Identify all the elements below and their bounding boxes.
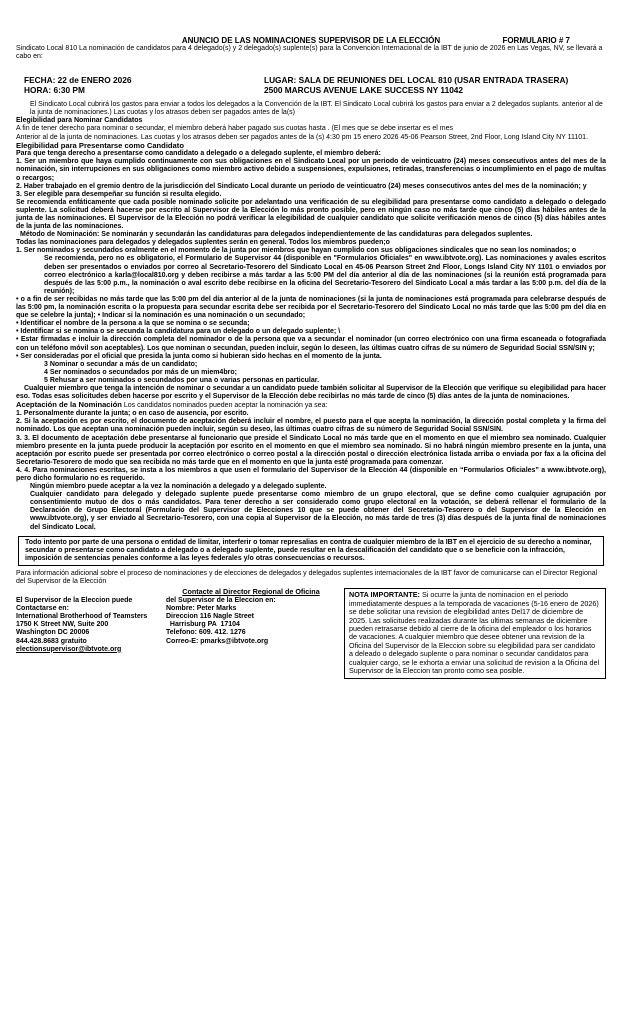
document-header (16, 36, 606, 45)
elig-candidate-heading: Elegibilidad para Presentarse como Candidato (16, 140, 184, 150)
intro-paragraph: Sindicato Local 810 La nominación de candidatos para 4 delegado(s) y 2 delegado(s) suplente(s) para la Convención Internacional de la IBT de junio de 2026 en Las Vegas, NV, se llevará a cabo en: (16, 45, 603, 61)
elig-candidate-item-3: 3. Ser elegible para desempeñar su función si resulta elegido. (16, 190, 222, 198)
info-paragraph: Para información adicional sobre el proceso de nominaciones y de elecciones de delegados y delegados suplentes internacionales de la IBT favor de comunicarse can el Director Regional del Supervisor de la Elección (16, 570, 598, 586)
accept-paragraph (16, 401, 606, 410)
contact-section (16, 588, 606, 678)
method-challenge: Cualquier miembro que tenga la intención de nominar o secundar a un candidato puede también solicitar al Supervisor de la Elección que verifique su elegibilidad para hacer eso. Todas esas solicitudes deben hacerse por escrito y el Supervisor de la Elección debe recibirlas no más tarde de cinco (5) días antes de la junta de nominaciones. (16, 384, 606, 401)
important-note-text: Si ocurre la junta de nominacion en el periodo immediatamente despues a la temporada de vacaciones (5-16 enero de 2026) se debe solicitar una revision de elegibilidad antes Del17 de diciembre de 2025. Las solicitudes realizadas durante las ultimas semanas de diciembre pueden retrasarse debido al cierre de la oficina del empleador o los horarios de vacaciones. A cualquier miembro que desee obtener una revision de la Oficina del Supervisor de la Eleccion sobre su elegibilidad para ser candidato a deleado o delegado suplente o para nominar o secundar candidatos para cualquier cargo, se le exhorta a enviar una solicitud de revision a la Oficina del Supervisor de la Eleccion tan pronto como sea posible. (349, 590, 600, 676)
accept-item-1: 1. Personalmente durante la junta; o en caso de ausencia, por escrito. (16, 410, 249, 418)
contact-right-line: del Supervisor de la Eleccion en: (166, 596, 276, 604)
contact-left-line: 1750 K Street NW, Suite 200 (16, 621, 109, 629)
contact-title: Contacte al Director Regional de Oficina (182, 587, 320, 597)
important-note-label: NOTA IMPORTANTE: (349, 590, 420, 600)
method-sub-4: 4 Ser nominados o secundados por más de un miem4bro; (44, 368, 237, 376)
contact-left-line: Contactarse en: (16, 604, 69, 612)
accept-heading: Aceptación de la Nominación (16, 400, 122, 410)
accept-lead: Los candidatos nominados pueden aceptar la nominación ya sea: (123, 402, 328, 410)
form-number: FORMULARIO # 7 (502, 36, 570, 45)
method-sub-5: 5 Rehusar a ser nominados o secundados por una o varias personas en particular. (44, 376, 320, 384)
contact-email-link[interactable]: electionsupervisor@ibtvote.org (16, 645, 122, 653)
document-title: ANUNCIO DE LAS NOMINACIONES SUPERVISOR DE LA ELECCIÓN (181, 36, 441, 45)
method-item-1b: Se recomienda, pero no es obligatorio, el Formulario de Supervisor 44 (disponible en "Formularios Oficiales" en www.ibtvote.org). Las nominaciones y avales escritos deben ser presentados o enviados por correo al Secretario-Tesorero del Sindicato Local en 45-06 Pearson Street 2nd Floor, Longs Island City NY 1101 o enviados por correo electrónico a karla@local810.org y deben recibirse a más tardar a las 5:00 PM del día anterior al día de las nominaciones (si la reunión está programada para después de las 5:00 p.m., la nominación o aval escrito debe recibirse en la oficina del Secretario-Tesorero del Sindicato Local a más tardar a las 5:00 p.m. del día de la reunión); (44, 255, 606, 295)
recommendation-paragraph: Se recomienda enfáticamente que cada posible nominado solicite por adelantado una verificación de su elegibilidad para presentarse como candidato a delegado o delegado suplente. La solicitud deberá hacerse por escrito al Supervisor de la Elección lo más pronto posible, pero en ningún caso no más tarde que cinco (5) días hábiles antes de la junta de las nominaciones. El Supervisor de la Elección no podrá verificar la elegibilidad de cualquier candidato que solicite verificación menos de cinco (5) días hábiles antes de la junta de las nominaciones. (16, 198, 606, 231)
expenses-paragraph: El Sindicato Local cubrirá los gastos para enviar a todos los delegados a la Convención de la IBT. El Sindicato Local cubrirá los gastos para enviar a 2 delegados suplants. anterior al de la junta de nominaciones.) Las cuotas y los atrasos deben ser pagados antes de la(s) (30, 101, 603, 117)
contact-right-line: Correo-E: pmarks@ibtvote.org (166, 637, 269, 645)
method-all: Todas las nominaciones para delegados y delegados suplentes serán en general. Todos los miembros pueden;o (16, 239, 390, 247)
method-sub-3: 3 Nominar o secundar a más de un candidato; (44, 360, 198, 368)
method-item-1: 1. Ser nominados y secundados oralmente en el momento de la junta por miembros que hayan cumplido con sus obligaciones sindicales que no sean los nominados; o (16, 247, 577, 255)
elig-candidate-item-1: 1. Ser un miembro que haya cumplido continuamente con sus obligaciones en el Sindicato Local por un periodo de veinticuatro (24) meses consecutivos antes del mes de la nominación, sin interrupciones en sus obligaciones como miembro activo debido a suspensiones, expulsiones, retiradas, transferencias o incumplimiento en el pago de multas o recargos; (16, 158, 606, 182)
accept-item-3: 3. 3. El documento de aceptación debe presentarse al funcionario que preside el Sindicato Local no más tarde que en el momento en que el miembro sea nominado. Cualquier miembro presente en la junta puede producir la aceptación por escrito en el momento en que el miembro sea nominado. Si no habrá ningún miembro presente en la junta, una aceptación por escrito puede ser presentada por correo electrónico o correo postal a la dirección postal o dirección electrónica listada arriba o enviada por fax a la oficina del Secretario-Tesorero de modo que sea recibida no más tarde que en el momento en que la junta esté programada para comenzar. (16, 434, 606, 466)
warning-box: Todo intento por parte de una persona o entidad de limitar, interferir o tomar represalias en contra de cualquier miembro de la IBT en el ejercicio de su derecho a nominar, secundar o presentarse como candidato a delegado o a delegado suplente, puede resultar en la descalificación del candidato que o se beneficie con la infracción, imposición de sentencias penales conforme a las leyes federales y/o otras consecuencias o recursos. (18, 536, 604, 567)
method-text: Se nominarán y secundarán las candidaturas para delegados independientemente de las candidaturas para delegados suplentes. (101, 231, 533, 239)
method-paragraph: Método de Nominación: Se nominarán y secundarán las candidaturas para delegados independientemente de las candidaturas para delegados suplentes. (20, 231, 533, 239)
contact-left-line: El Supervisor de la Eleccion puede (16, 596, 133, 604)
method-bullet-1: • o a fin de ser recibidas no más tarde que las 5:00 pm del día anterior al de la junta de nominaciones (si la junta de nominaciones está programada para celebrarse después de las 5:00 pm, la nominación escrita o la propuesta para secundar escrita debe ser recibida por el Secretario-Tesorero del Sindicato Local no más tarde que las 5:00 pm del día en que se celebre la junta); • Indicar si la nominación es una nominación o un secundado; (16, 295, 606, 320)
meeting-time: HORA: 6:30 PM (24, 85, 85, 96)
method-bullet-4: • Estar firmadas e incluir la dirección completa del nominador o de la persona que va a secundar el nominador (un correo electrónico con una firma escaneada o fotografiada con un teléfono móvil son aceptables). Los que nominan o secundan, pueden incluir, según lo deseen, las últimas cuatro cifras de su número de Seguridad Social SSN/SIN y; (16, 336, 606, 352)
contact-right-line: Telefono: 609. 412. 1276 (166, 629, 246, 637)
contact-right (166, 597, 276, 654)
meeting-location: LUGAR: SALA DE REUNIONES DEL LOCAL 810 (USAR ENTRADA TRASERA) (264, 75, 569, 86)
method-bullet-2: • Identificar el nombre de la persona a la que se nomina o se secunda; (16, 320, 250, 328)
elig-nominate-heading: Elegibilidad para Nominar Candidatos (16, 117, 143, 125)
contact-block (16, 588, 336, 678)
contact-left (16, 597, 166, 654)
method-heading: Método de Nominación (20, 231, 97, 239)
elig-nominate-p1: A fin de tener derecho para nominar o secundar, el miembro deberá haber pagado sus cuotas hasta . (El mes que se debe insertar es el mes (16, 125, 453, 133)
accept-item-4b: Ningún miembro puede aceptar a la vez la nominación a delegado y a delegado suplente. (30, 483, 327, 491)
meeting-date: FECHA: 22 de ENERO 2026 (24, 75, 132, 86)
contact-right-line: Direccion 116 Nagle Street (166, 613, 254, 621)
method-bullet-5: • Ser consideradas por el oficial que presida la junta como si hubieran sido hechas en el momento de la junta. (16, 352, 382, 360)
accept-item-4c: Cualquier candidato para delegado y delegado suplente puede presentarse como miembro de un grupo electoral, que se define como cualquier agrupación por consentimiento mutuo de dos o más candidatos. Para tener derecho a ser considerado como grupo electoral en la votación, se deberá rellenar el formulario de la Declaración de Grupo Electoral (Formulario del Supervisor de Elecciones 10 que se puede obtener del Secretario-Tesorero o del Supervisor de la Elección en www.ibtvote.org), y ser enviado al Secretario-Tesorero, con una copia al Supervisor de la Elección, no más tarde de tres (3) días después de la junta final de nominaciones del Sindicato Local. (30, 491, 606, 531)
elig-candidate-item-2: 2. Haber trabajado en el gremio dentro de la jurisdicción del Sindicato Local durante un periodo de veinticuatro (24) meses consecutivos antes del mes de la nominación; y (16, 182, 587, 190)
accept-item-4: 4. 4. Para nominaciones escritas, se insta a los miembros a que usen el formulario del Supervisor de la Elección 44 (disponible en “Formularios Oficiales” a www.ibtvote.org), pero dicho formulario no es requerido. (16, 466, 606, 482)
meeting-address: 2500 MARCUS AVENUE LAKE SUCCESS NY 11042 (264, 85, 464, 96)
contact-right-line: Harrisburg PA 17104 (166, 621, 240, 629)
method-bullet-3: • Identificar si se nomina o se secunda la candidatura para un delegado o un delegado suplente; \ (16, 328, 341, 336)
contact-left-line: International Brotherhood of Teamsters (16, 613, 148, 621)
elig-candidate-lead: Para que tenga derecho a presentarse como candidato a delegado o a delegado suplente, el miembro deberá: (16, 150, 381, 158)
contact-left-line: Washington DC 20006 (16, 629, 90, 637)
contact-left-line: 844.428.8683 gratuito (16, 637, 87, 645)
elig-nominate-p2: Anterior al de la junta de nominaciones. Las cuotas y los atrasos deben ser pagados antes de la (s) 4:30 pm 15 enero 2026 45-06 Pearson Street, 2nd Floor, Long Island City NY 11101. (16, 133, 589, 141)
accept-item-2: 2. Si la aceptación es por escrito, el documento de aceptación deberá incluir el nombre, el puesto para el que acepta la nominación, la dirección postal completa y la firma del nominado. Los que aceptan una nominación pueden incluir, según su deseo, las últimas cuatro cifras de su número de Seguridad Social SSN/SIN. (16, 418, 606, 434)
contact-right-line: Nombre: Peter Marks (166, 604, 237, 612)
meeting-details (24, 75, 606, 95)
important-note-box (344, 588, 606, 678)
